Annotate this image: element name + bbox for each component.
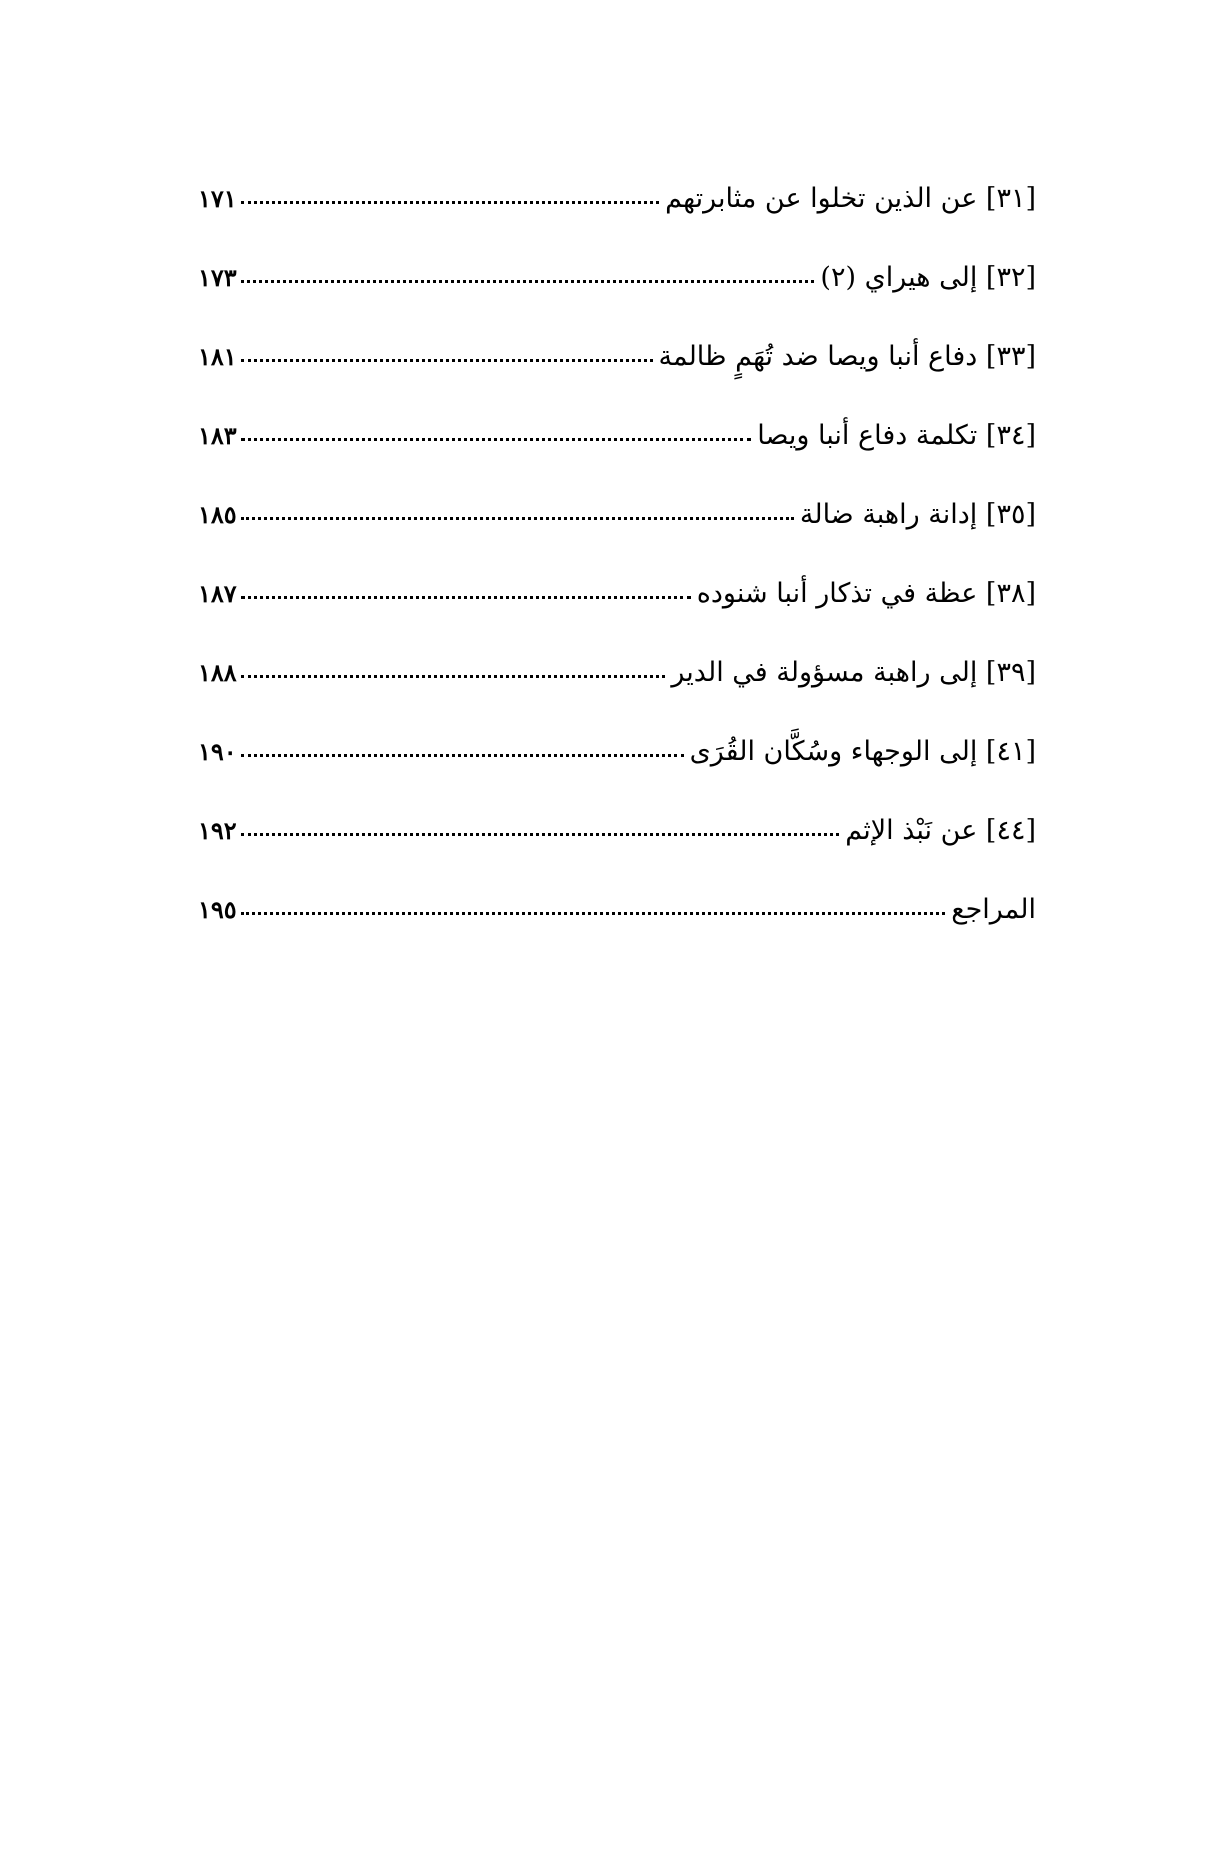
toc-entry-page: ١٩٥ <box>198 895 237 924</box>
dot-leader <box>241 596 691 599</box>
toc-entry-title: [٣٩] إلى راهبة مسؤولة في الدير <box>671 657 1036 688</box>
dot-leader <box>241 754 684 757</box>
toc-entry-title: [٣٣] دفاع أنبا ويصا ضد تُهَمٍ ظالمة <box>658 341 1036 372</box>
dot-leader <box>241 833 840 836</box>
dot-leader <box>241 201 660 204</box>
toc-entry-title: المراجع <box>951 894 1036 925</box>
dot-leader <box>241 517 794 520</box>
toc-entry <box>198 896 1036 975</box>
toc-entry <box>198 738 1036 817</box>
toc-entry <box>198 343 1036 422</box>
toc-entry-title: [٤١] إلى الوجهاء وسُكَّان القُرَى <box>689 736 1036 767</box>
toc-entry-page: ١٨٨ <box>198 658 237 687</box>
toc-entry-page: ١٩٢ <box>198 816 237 845</box>
toc-entry-title: [٣٨] عظة في تذكار أنبا شنوده <box>696 578 1036 609</box>
table-of-contents <box>198 185 1036 975</box>
toc-entry-page: ١٩٠ <box>198 737 237 766</box>
toc-entry-page: ١٨٣ <box>198 421 237 450</box>
dot-leader <box>241 359 653 362</box>
toc-entry-page: ١٨١ <box>198 342 237 371</box>
toc-entry <box>198 817 1036 896</box>
dot-leader <box>241 280 815 283</box>
dot-leader <box>241 912 946 915</box>
toc-entry-title: [٣٢] إلى هيراي (٢) <box>820 262 1036 293</box>
toc-entry-page: ١٨٥ <box>198 500 237 529</box>
toc-entry <box>198 185 1036 264</box>
toc-entry-title: [٣٤] تكلمة دفاع أنبا ويصا <box>757 420 1036 451</box>
toc-entry-page: ١٧٣ <box>198 263 237 292</box>
toc-entry <box>198 422 1036 501</box>
toc-entry <box>198 264 1036 343</box>
toc-entry-page: ١٨٧ <box>198 579 237 608</box>
toc-entry <box>198 580 1036 659</box>
toc-entry <box>198 501 1036 580</box>
toc-entry-page: ١٧١ <box>198 184 237 213</box>
toc-entry-title: [٣٥] إدانة راهبة ضالة <box>799 499 1036 530</box>
dot-leader <box>241 675 666 678</box>
dot-leader <box>241 438 752 441</box>
toc-entry-title: [٤٤] عن نَبْذ الإثم <box>845 815 1036 846</box>
toc-entry <box>198 659 1036 738</box>
toc-entry-title: [٣١] عن الذين تخلوا عن مثابرتهم <box>665 183 1036 214</box>
